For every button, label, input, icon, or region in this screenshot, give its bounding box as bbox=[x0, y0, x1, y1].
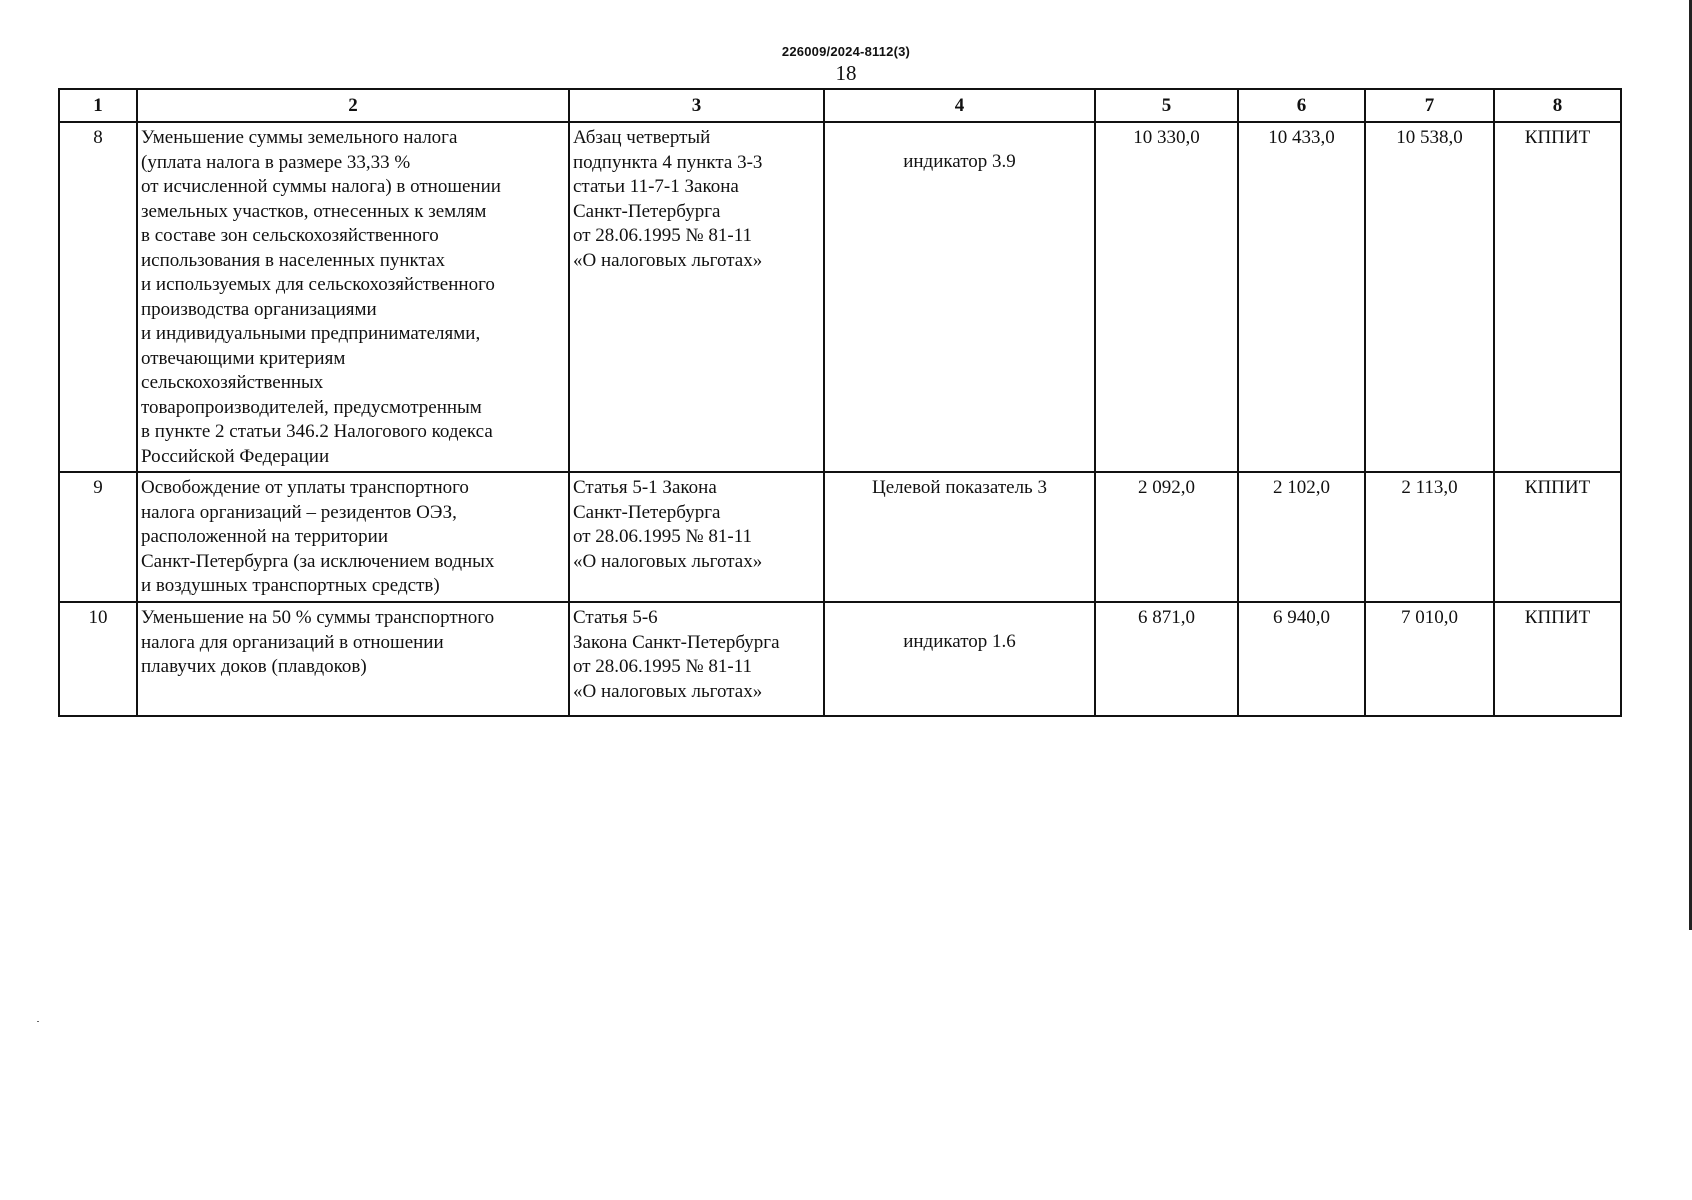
tax-benefits-table bbox=[58, 88, 1622, 717]
column-header: 3 bbox=[569, 89, 824, 122]
benefit-description-cell-line: сельскохозяйственных bbox=[141, 372, 324, 393]
curator-cell: КППИТ bbox=[1494, 602, 1621, 716]
benefit-description-cell-line: Российской Федерации bbox=[141, 445, 330, 467]
benefit-description-cell-line: и индивидуальными предпринимателями, bbox=[141, 323, 481, 344]
table-header-row bbox=[59, 89, 1621, 122]
legal-basis-cell-line: Статья 5-1 Закона bbox=[573, 477, 717, 498]
value-2025-cell: 6 871,0 bbox=[1095, 602, 1238, 716]
benefit-description-cell-line: Санкт-Петербурга (за исключением водных bbox=[141, 550, 495, 572]
scan-speck bbox=[37, 1021, 39, 1022]
benefit-description-cell-line: земельных участков, отнесенных к землям bbox=[141, 200, 487, 222]
benefit-description-cell-line: в составе зон сельскохозяйственного bbox=[141, 225, 439, 246]
legal-basis-cell-line: подпункта 4 пункта 3-3 bbox=[573, 151, 763, 173]
benefit-description-cell-line: Уменьшение суммы земельного налога bbox=[141, 127, 458, 148]
row-number-cell: 9 bbox=[59, 472, 137, 602]
legal-basis-cell-line: Санкт-Петербурга bbox=[573, 200, 721, 222]
table-row bbox=[59, 472, 1621, 602]
column-header: 7 bbox=[1365, 89, 1494, 122]
column-header: 1 bbox=[59, 89, 137, 122]
benefit-description-cell-line: в пункте 2 статьи 346.2 Налогового кодекса bbox=[141, 421, 493, 442]
benefit-description-cell bbox=[137, 472, 569, 602]
value-2026-cell: 6 940,0 bbox=[1238, 602, 1365, 716]
indicator-cell bbox=[824, 472, 1095, 602]
benefit-description-cell-line: и используемых для сельскохозяйственного bbox=[141, 274, 495, 295]
benefit-description-cell-line: налога организаций – резидентов ОЭЗ, bbox=[141, 501, 457, 523]
legal-basis-cell bbox=[569, 602, 824, 716]
row-number-cell: 10 bbox=[59, 602, 137, 716]
benefit-description-cell-line: плавучих доков (плавдоков) bbox=[141, 656, 367, 677]
value-2027-cell: 7 010,0 bbox=[1365, 602, 1494, 716]
legal-basis-cell-line: Закона Санкт-Петербурга bbox=[573, 631, 780, 653]
value-2025-cell: 10 330,0 bbox=[1095, 122, 1238, 472]
legal-basis-cell-line: Санкт-Петербурга bbox=[573, 501, 721, 523]
benefit-description-cell-line: расположенной на территории bbox=[141, 526, 388, 547]
benefit-description-cell bbox=[137, 122, 569, 472]
row-number-cell: 8 bbox=[59, 122, 137, 472]
legal-basis-cell-line: от 28.06.1995 № 81-11 bbox=[573, 225, 753, 246]
legal-basis-cell-line: Статья 5-6 bbox=[573, 607, 658, 628]
legal-basis-cell bbox=[569, 472, 824, 602]
indicator-text: индикатор 1.6 bbox=[903, 631, 1016, 652]
value-2027-cell: 2 113,0 bbox=[1365, 472, 1494, 602]
benefit-description-cell-line: Освобождение от уплаты транспортного bbox=[141, 477, 469, 498]
indicator-text: индикатор 3.9 bbox=[903, 151, 1016, 172]
legal-basis-cell-line: «О налоговых льготах» bbox=[573, 550, 763, 572]
curator-cell: КППИТ bbox=[1494, 472, 1621, 602]
legal-basis-cell-line: «О налоговых льготах» bbox=[573, 249, 763, 271]
page-number: 18 bbox=[835, 61, 857, 85]
curator-cell: КППИТ bbox=[1494, 122, 1621, 472]
value-2025-cell: 2 092,0 bbox=[1095, 472, 1238, 602]
benefit-description-cell-line: товаропроизводителей, предусмотренным bbox=[141, 396, 482, 418]
column-header: 4 bbox=[824, 89, 1095, 122]
legal-basis-cell bbox=[569, 122, 824, 472]
benefit-description-cell-line: и воздушных транспортных средств) bbox=[141, 575, 440, 596]
indicator-cell bbox=[824, 602, 1095, 716]
benefit-description-cell-line: отвечающими критериям bbox=[141, 347, 346, 369]
table-row bbox=[59, 602, 1621, 716]
table-row bbox=[59, 122, 1621, 472]
legal-basis-cell-line: от 28.06.1995 № 81-11 bbox=[573, 656, 753, 677]
indicator-cell bbox=[824, 122, 1095, 472]
benefit-description-cell-line: использования в населенных пунктах bbox=[141, 249, 446, 271]
document-registration-number: 226009/2024-8112(3) bbox=[781, 44, 911, 59]
benefit-description-cell-line: производства организациями bbox=[141, 298, 377, 320]
legal-basis-cell-line: «О налоговых льготах» bbox=[573, 680, 763, 702]
column-header: 5 bbox=[1095, 89, 1238, 122]
value-2026-cell: 10 433,0 bbox=[1238, 122, 1365, 472]
column-header: 2 bbox=[137, 89, 569, 122]
benefit-description-cell-line: налога для организаций в отношении bbox=[141, 631, 444, 653]
benefit-description-cell-line: (уплата налога в размере 33,33 % bbox=[141, 151, 411, 173]
value-2027-cell: 10 538,0 bbox=[1365, 122, 1494, 472]
legal-basis-cell-line: от 28.06.1995 № 81-11 bbox=[573, 526, 753, 547]
column-header: 8 bbox=[1494, 89, 1621, 122]
legal-basis-cell-line: статьи 11-7-1 Закона bbox=[573, 176, 739, 197]
legal-basis-cell-line: Абзац четвертый bbox=[573, 127, 711, 148]
benefit-description-cell-line: Уменьшение на 50 % суммы транспортного bbox=[141, 607, 495, 628]
benefit-description-cell bbox=[137, 602, 569, 716]
benefit-description-cell-line: от исчисленной суммы налога) в отношении bbox=[141, 176, 501, 197]
indicator-text: Целевой показатель 3 bbox=[872, 477, 1047, 498]
column-header: 6 bbox=[1238, 89, 1365, 122]
value-2026-cell: 2 102,0 bbox=[1238, 472, 1365, 602]
